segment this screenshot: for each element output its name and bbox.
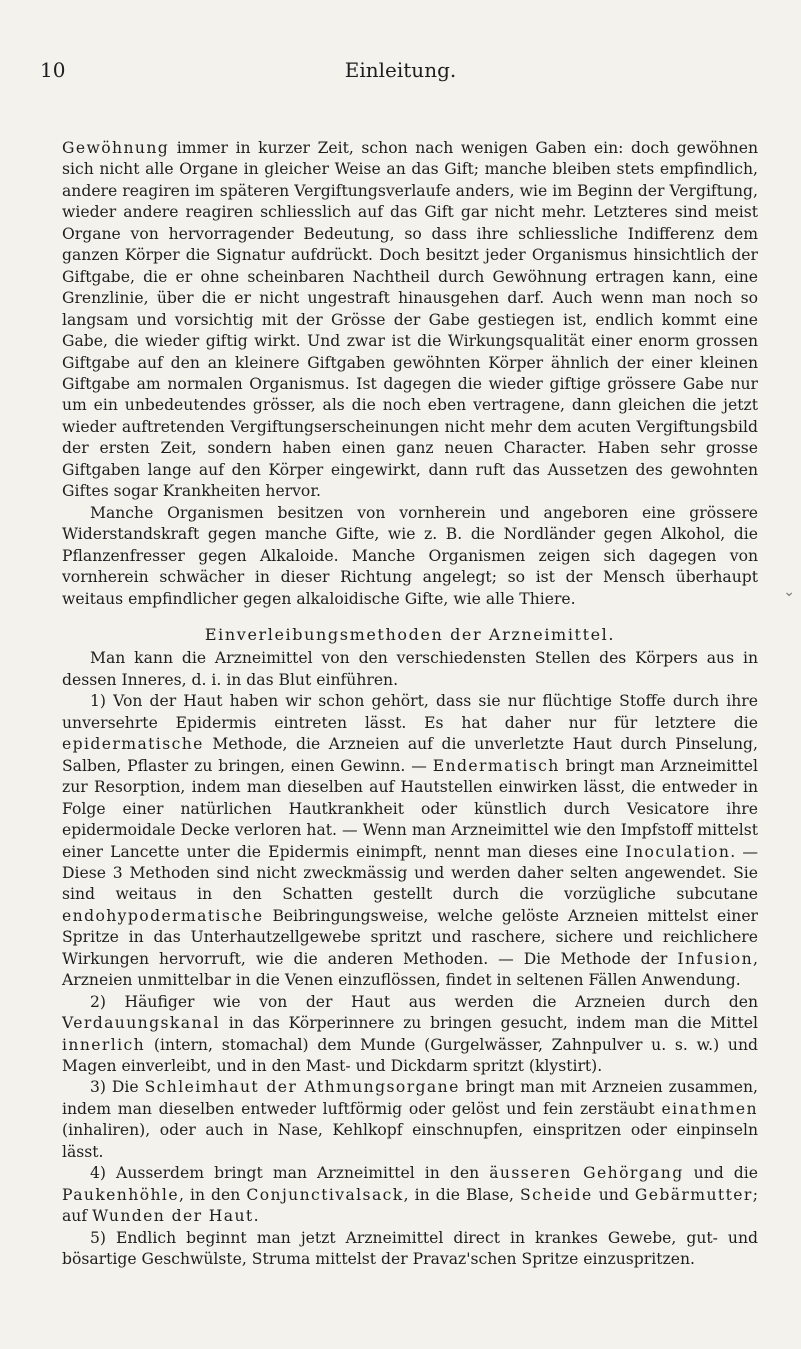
list-item-verdauungskanal (62, 992, 758, 1078)
spaced-term: einathmen (661, 1099, 758, 1118)
section-intro: Man kann die Arzneimittel von den verschiedensten Stellen des Körpers aus in dessen Inneres, d. i. in das Blut einführen. (62, 649, 758, 689)
spaced-term: innerlich (62, 1035, 146, 1054)
list-item-gehoergang (62, 1163, 758, 1227)
item-text: ; auf (62, 1185, 758, 1226)
spaced-term: Wunden der Haut (92, 1207, 254, 1226)
page-header (40, 58, 761, 88)
item-text: 2) Häufiger wie von der Haut aus werden die Arzneien durch den (90, 992, 758, 1011)
item-text: , in die Blase, (403, 1185, 520, 1204)
margin-mark: ⌄ (783, 584, 795, 600)
spaced-term: Gebärmutter (634, 1185, 753, 1204)
section-heading: Einverleibungsmethoden der Arzneimittel. (204, 624, 616, 644)
list-item-geschwuelste (62, 1228, 758, 1271)
item-text: und die (683, 1164, 758, 1183)
spaced-term: Endermatisch (432, 756, 560, 775)
item-text: (inhaliren), oder auch in Nase, Kehlkopf einschnupfen, einspritzen oder einpinseln lässt. (62, 1121, 758, 1161)
item-text: Beibringungsweise, welche gelöste Arzneien mittelst einer Spritze in das Unterhautzellgewebe spritzt und raschere, sichere und reichlichere Wirkungen hervorruft, wie die anderen Methoden. — Die Methode der (62, 906, 758, 968)
item-text: Methode, die Arzneien auf die unverletzte Haut durch Pinselung, Salben, Pflaster zu bringen, einen Gewinn. — (62, 735, 758, 775)
item-text: . — Diese 3 Methoden sind nicht zweckmässig und werden daher selten angewendet. Sie sind weitaus in den Schatten gestellt durch die vorzügliche subcutane (62, 842, 758, 904)
page-body (62, 138, 758, 1271)
item-text: in das Körperinnere zu bringen gesucht, indem man die Mittel (219, 1014, 758, 1033)
spaced-term: Paukenhöhle (62, 1185, 179, 1204)
item-text: 5) Endlich beginnt man jetzt Arzneimittel direct in krankes Gewebe, gut- und bösartige Geschwülste, Struma mittelst der Pravaz'schen Spritze einzuspritzen. (62, 1228, 758, 1269)
paragraph-organismen: Manche Organismen besitzen von vornherein und angeboren eine grössere Widerstandskraft gegen manche Gifte, wie z. B. die Nordländer gegen Alkohol, die Pflanzenfresser gegen Alkaloide. Manche Organismen zeigen sich dagegen von vornherein schwächer in dieser Richtung angelegt; so ist der Mensch überhaupt weitaus empfindlicher gegen alkaloidische Gifte, wie alle Thiere. (62, 503, 758, 608)
spaced-term: Schleimhaut der Athmungsorgane (144, 1078, 460, 1097)
running-head: Einleitung. (344, 58, 457, 82)
spaced-term: epidermatische (62, 735, 204, 754)
spaced-term: Gewöhnung (62, 139, 170, 157)
item-text: , Arzneien unmittelbar in die Venen einzuflössen, findet in seltenen Fällen Anwendung. (62, 949, 758, 990)
spaced-term: Infusion (677, 949, 754, 968)
item-text: . (253, 1207, 259, 1226)
spaced-term: Verdauungskanal (62, 1014, 220, 1033)
spaced-term: äusseren Gehörgang (489, 1164, 684, 1183)
list-item-haut (62, 691, 758, 991)
page-number: 10 (40, 58, 66, 82)
item-text: 1) Von der Haut haben wir schon gehört, dass sie nur flüchtige Stoffe durch ihre unversehrte Epidermis eintreten lässt. Es hat daher nur für letztere die (62, 692, 758, 732)
paragraph-text: immer in kurzer Zeit, schon nach wenigen Gaben ein: doch gewöhnen sich nicht alle Organe in gleicher Weise an das Gift; manche bleiben stets empfindlich, andere reagiren im späteren Vergiftungsverlaufe anders, wie im Beginn der Vergiftung, wieder andere reagiren schliesslich auf das Gift gar nicht mehr. Letzteres sind meist Organe von hervorragender Bedeutung, so dass ihre schliessliche Indifferenz dem ganzen Körper die Signatur aufdrückt. Doch besitzt jeder Organismus hinsichtlich der Giftgabe, die er ohne scheinbaren Nachtheil durch Gewöhnung ertragen kann, eine Grenzlinie, über die er nicht ungestraft hinausgehen darf. Auch wenn man noch so langsam und vorsichtig mit der Grösse der Gabe gestiegen ist, endlich kommt eine Gabe, die wieder giftig wirkt. Und zwar ist die Wirkungsqualität einer enorm grossen Giftgabe auf den an kleinere Giftgaben gewöhnten Körper ähnlich der einer kleinen Giftgabe am normalen Organismus. Ist dagegen die wieder giftige grössere Gabe nur um ein unbedeutendes grösser, als die noch eben vertragene, dann gleichen die jetzt wieder auftretenden Vergiftungserscheinungen nicht mehr dem acuten Vergiftungsbild der ersten Zeit, sondern haben einen ganz neuen Character. Haben sehr grosse Giftgaben lange auf den Körper eingewirkt, dann ruft das Aussetzen des gewohnten Giftes sogar Krankheiten hervor. (62, 139, 758, 501)
paragraph-gewoehnung (62, 138, 758, 503)
spaced-term: endohypodermatische (62, 906, 264, 925)
item-text: bringt man mit Arzneien zusammen, indem man dieselben entweder luftförmig oder gelöst und fein zerstäubt (62, 1078, 758, 1118)
item-text: bringt man Arzneimittel zur Resorption, indem man dieselben auf Hautstellen einwirken lässt, die entweder in Folge einer natürlichen Hautkrankheit oder künstlich durch Vesicatore ihre epidermoidale Decke verloren hat. — Wenn man Arzneimittel wie den Impfstoff mittelst einer Lancette unter die Epidermis einimpft, nennt man dieses eine (62, 756, 758, 861)
item-text: (intern, stomachal) dem Munde (Gurgelwässer, Zahnpulver u. s. w.) und Magen einverleibt, und in den Mast- und Dickdarm spritzt (klystirt). (62, 1035, 758, 1076)
spaced-term: Scheide (519, 1185, 593, 1204)
item-text: 3) Die (90, 1078, 145, 1097)
list-item-athmungsorgane (62, 1077, 758, 1163)
spaced-term: Conjunctivalsack (246, 1185, 404, 1204)
spaced-term: Inoculation (625, 842, 731, 861)
item-text: und (592, 1185, 635, 1204)
item-text: , in den (178, 1185, 247, 1204)
item-text: 4) Ausserdem bringt man Arzneimittel in den (90, 1164, 490, 1183)
